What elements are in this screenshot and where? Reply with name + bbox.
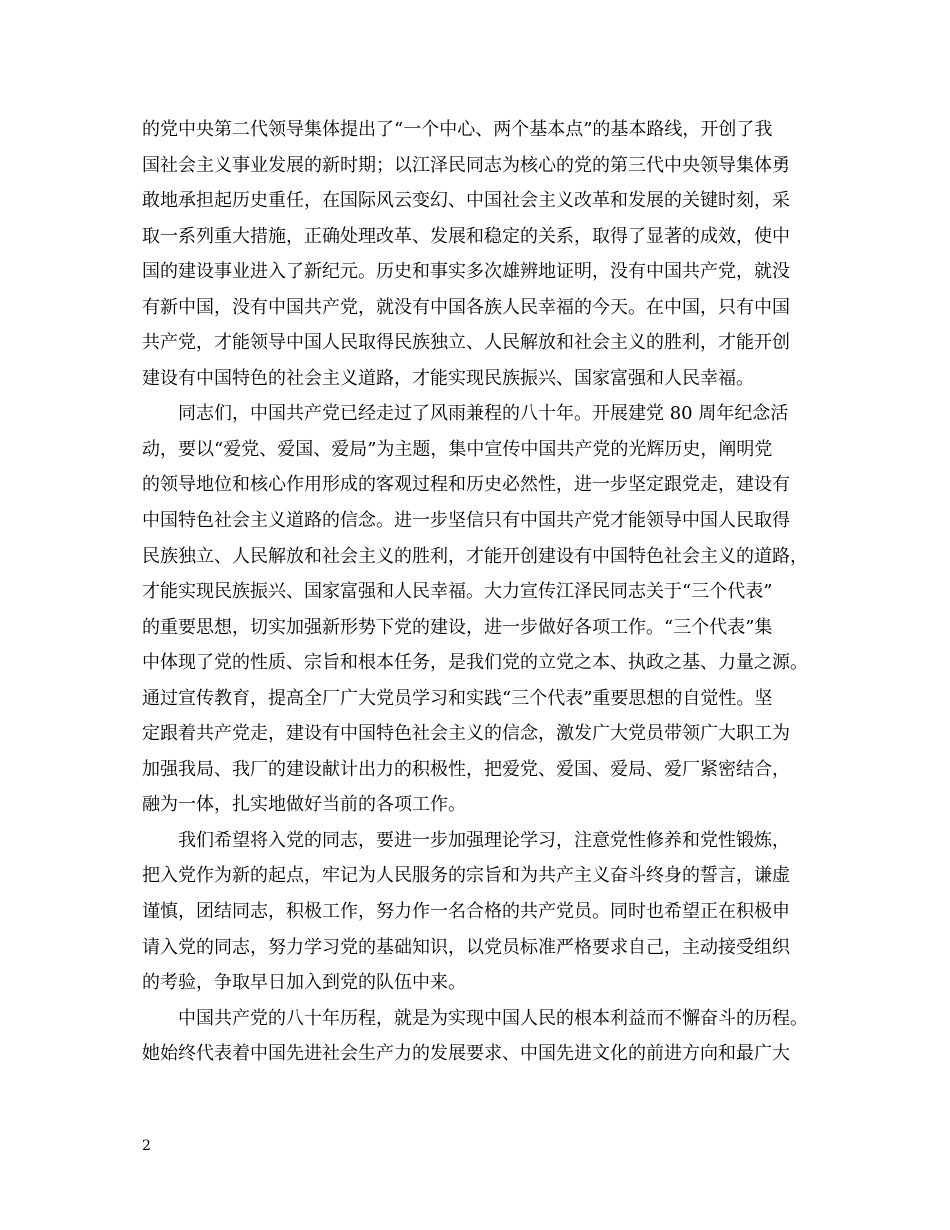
text-line: 国社会主义事业发展的新时期；以江泽民同志为核心的党的第三代中央领导集体勇 (142, 154, 790, 176)
text-line: 国的建设事业进入了新纪元。历史和事实多次雄辨地证明，没有中国共产党，就没 (142, 261, 790, 283)
text-line: 的考验，争取早日加入到党的队伍中来。 (142, 972, 466, 994)
text-line: 的领导地位和核心作用形成的客观过程和历史必然性，进一步坚定跟党走，建设有 (142, 474, 790, 496)
text-line: 敢地承担起历史重任，在国际风云变幻、中国社会主义改革和发展的关键时刻，采 (142, 190, 790, 212)
text-line: 中国特色社会主义道路的信念。进一步坚信只有中国共产党才能领导中国人民取得 (142, 510, 790, 532)
text-line: 定跟着共产党走，建设有中国特色社会主义的信念，激发广大党员带领广大职工为 (142, 723, 790, 745)
text-line: 通过宣传教育，提高全厂广大党员学习和实践“三个代表”重要思想的自觉性。坚 (142, 687, 773, 709)
text-line: 有新中国，没有中国共产党，就没有中国各族人民幸福的今天。在中国，只有中国 (142, 296, 790, 318)
text-line: 把入党作为新的起点，牢记为人民服务的宗旨和为共产主义奋斗终身的誓言，谦虚 (142, 865, 790, 887)
text-line: 请入党的同志，努力学习党的基础知识，以党员标准严格要求自己，主动接受组织 (142, 936, 790, 958)
text-line: 加强我局、我厂的建设献计出力的积极性，把爱党、爱国、爱局、爱厂紧密结合， (142, 758, 790, 780)
page-number: 2 (142, 1138, 151, 1154)
text-line: 谨慎，团结同志，积极工作，努力作一名合格的共产党员。同时也希望正在积极申 (142, 901, 790, 923)
text-line: 动，要以“爱党、爱国、爱局”为主题，集中宣传中国共产党的光辉历史，阐明党 (142, 438, 773, 460)
text-line: 民族独立、人民解放和社会主义的胜利，才能开创建设有中国特色社会主义的道路， (142, 545, 808, 567)
text-line: 中国共产党的八十年历程，就是为实现中国人民的根本利益而不懈奋斗的历程。 (178, 1007, 808, 1029)
text-line: 融为一体，扎实地做好当前的各项工作。 (142, 794, 466, 816)
text-line: 的重要思想，切实加强新形势下党的建设，进一步做好各项工作。“三个代表”集 (142, 616, 773, 638)
text-line: 中体现了党的性质、宗旨和根本任务，是我们党的立党之本、执政之基、力量之源。 (142, 652, 808, 674)
text-line: 的党中央第二代领导集体提出了“一个中心、两个基本点”的基本路线，开创了我 (142, 119, 773, 140)
text-line: 建设有中国特色的社会主义道路，才能实现民族振兴、国家富强和人民幸福。 (142, 367, 754, 389)
text-line: 她始终代表着中国先进社会生产力的发展要求、中国先进文化的前进方向和最广大 (142, 1043, 790, 1065)
text-line: 共产党，才能领导中国人民取得民族独立、人民解放和社会主义的胜利，才能开创 (142, 332, 790, 354)
body-text (142, 112, 822, 1072)
text-line: 才能实现民族振兴、国家富强和人民幸福。大力宣传江泽民同志关于“三个代表” (142, 581, 773, 603)
text-line: 我们希望将入党的同志，要进一步加强理论学习，注意党性修养和党性锻炼， (178, 829, 790, 851)
text-line: 取一系列重大措施，正确处理改革、发展和稳定的关系，取得了显著的成效，使中 (142, 225, 790, 247)
text-line: 同志们，中国共产党已经走过了风雨兼程的八十年。开展建党 80 周年纪念活 (178, 403, 789, 425)
